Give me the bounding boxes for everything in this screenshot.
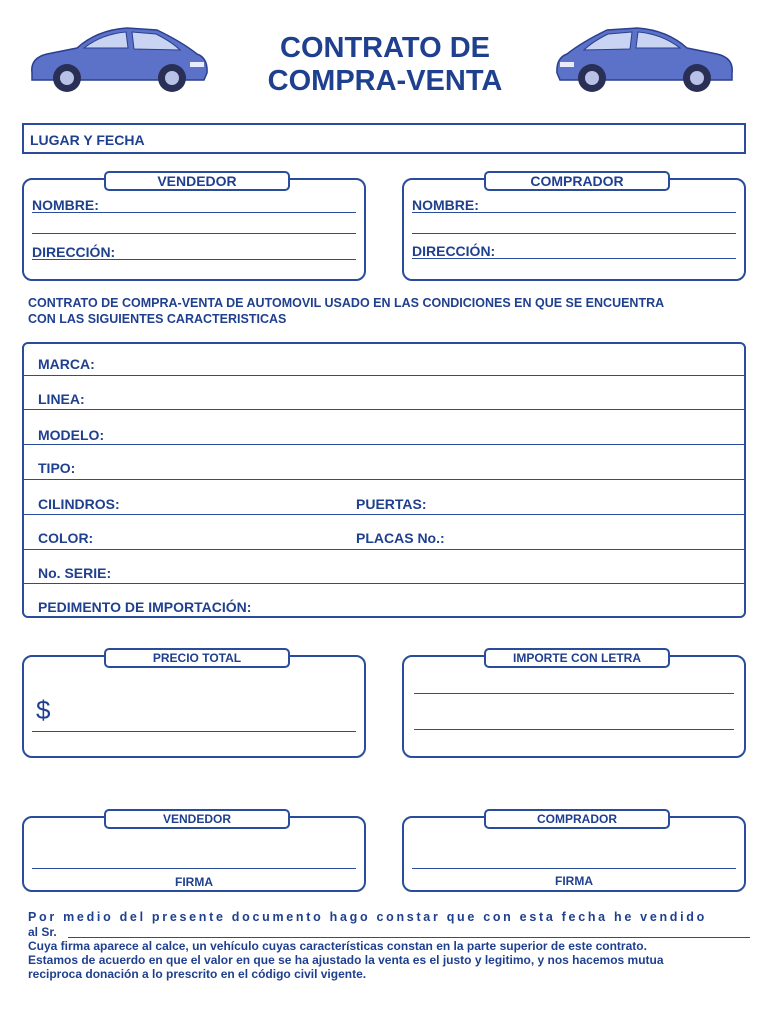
title-line-2: COMPRA-VENTA bbox=[267, 65, 503, 97]
footer-line-3: Cuya firma aparece al calce, un vehículo cuyas características constan en la parte superior de este contrato. bbox=[28, 939, 647, 953]
car-illustration-right bbox=[552, 18, 742, 98]
placas-label: PLACAS No.: bbox=[356, 530, 445, 546]
footer-line-5: reciproca donación a lo prescrito en el código civil vigente. bbox=[28, 967, 367, 981]
intro-line-1: CONTRATO DE COMPRA-VENTA DE AUTOMOVIL USADO EN LAS CONDICIONES EN QUE SE ENCUENTRA bbox=[28, 296, 665, 310]
buyer-signature-label: FIRMA bbox=[555, 874, 593, 888]
seller-name-line-2[interactable] bbox=[32, 233, 356, 234]
footer-line-4: Estamos de acuerdo en que el valor en que se ha ajustado la venta es el justo y legitimo, y nos hacemos mutua bbox=[28, 953, 664, 967]
seller-signature-box bbox=[22, 812, 366, 892]
intro-line-2: CON LAS SIGUIENTES CARACTERISTICAS bbox=[28, 312, 287, 326]
footer-line-1: Por medio del presente documento hago constar que con esta fecha he vendido bbox=[28, 910, 707, 924]
price-total-box bbox=[22, 651, 366, 758]
seller-box-title: VENDEDOR bbox=[104, 171, 290, 191]
amount-words-line-2[interactable] bbox=[414, 729, 734, 730]
vehicle-details-box bbox=[22, 342, 746, 618]
place-date-field[interactable] bbox=[22, 123, 746, 154]
price-total-title: PRECIO TOTAL bbox=[104, 648, 290, 668]
place-date-label: LUGAR Y FECHA bbox=[30, 132, 145, 148]
seller-signature-label: FIRMA bbox=[175, 875, 213, 889]
marca-label: MARCA: bbox=[38, 356, 95, 372]
document-title bbox=[240, 32, 530, 98]
serie-line[interactable] bbox=[24, 583, 744, 584]
buyer-name-line[interactable] bbox=[412, 212, 736, 213]
seller-signature-title: VENDEDOR bbox=[104, 809, 290, 829]
tipo-line[interactable] bbox=[24, 479, 744, 480]
buyer-name-line-2[interactable] bbox=[412, 233, 736, 234]
buyer-signature-line[interactable] bbox=[412, 868, 736, 869]
linea-label: LINEA: bbox=[38, 391, 85, 407]
seller-address-line[interactable] bbox=[32, 259, 356, 260]
footer-line-2: al Sr. bbox=[28, 925, 57, 939]
buyer-address-label: DIRECCIÓN: bbox=[412, 243, 496, 259]
title-line-1: CONTRATO DE bbox=[280, 32, 490, 64]
color-label: COLOR: bbox=[38, 530, 94, 546]
buyer-signature-box bbox=[402, 812, 746, 892]
buyer-name-label: NOMBRE: bbox=[412, 197, 479, 213]
buyer-box-title: COMPRADOR bbox=[484, 171, 670, 191]
puertas-label: PUERTAS: bbox=[356, 496, 427, 512]
seller-name-label: NOMBRE: bbox=[32, 197, 99, 213]
serie-label: No. SERIE: bbox=[38, 565, 112, 581]
seller-address-label: DIRECCIÓN: bbox=[32, 244, 116, 260]
modelo-label: MODELO: bbox=[38, 427, 105, 443]
modelo-line[interactable] bbox=[24, 444, 744, 445]
amount-words-line-1[interactable] bbox=[414, 693, 734, 694]
intro-text bbox=[28, 295, 750, 327]
amount-words-title: IMPORTE CON LETRA bbox=[484, 648, 670, 668]
buyer-address-line[interactable] bbox=[412, 258, 736, 259]
buyer-box bbox=[402, 173, 746, 281]
seller-name-line[interactable] bbox=[32, 212, 356, 213]
buyer-name-blank-line[interactable] bbox=[68, 937, 750, 938]
color-placas-line[interactable] bbox=[24, 549, 744, 550]
cilindros-label: CILINDROS: bbox=[38, 496, 120, 512]
seller-box bbox=[22, 173, 366, 281]
footer-line-2-row bbox=[28, 925, 750, 939]
currency-symbol: $ bbox=[36, 695, 51, 725]
tipo-label: TIPO: bbox=[38, 460, 76, 476]
buyer-signature-title: COMPRADOR bbox=[484, 809, 670, 829]
seller-signature-line[interactable] bbox=[32, 868, 356, 869]
cilindros-puertas-line[interactable] bbox=[24, 514, 744, 515]
linea-line[interactable] bbox=[24, 409, 744, 410]
marca-line[interactable] bbox=[24, 375, 744, 376]
pedimento-label: PEDIMENTO DE IMPORTACIÓN: bbox=[38, 599, 252, 615]
amount-words-box bbox=[402, 651, 746, 758]
footer-text bbox=[28, 909, 750, 981]
car-illustration-left bbox=[22, 18, 212, 98]
price-line[interactable] bbox=[32, 731, 356, 732]
